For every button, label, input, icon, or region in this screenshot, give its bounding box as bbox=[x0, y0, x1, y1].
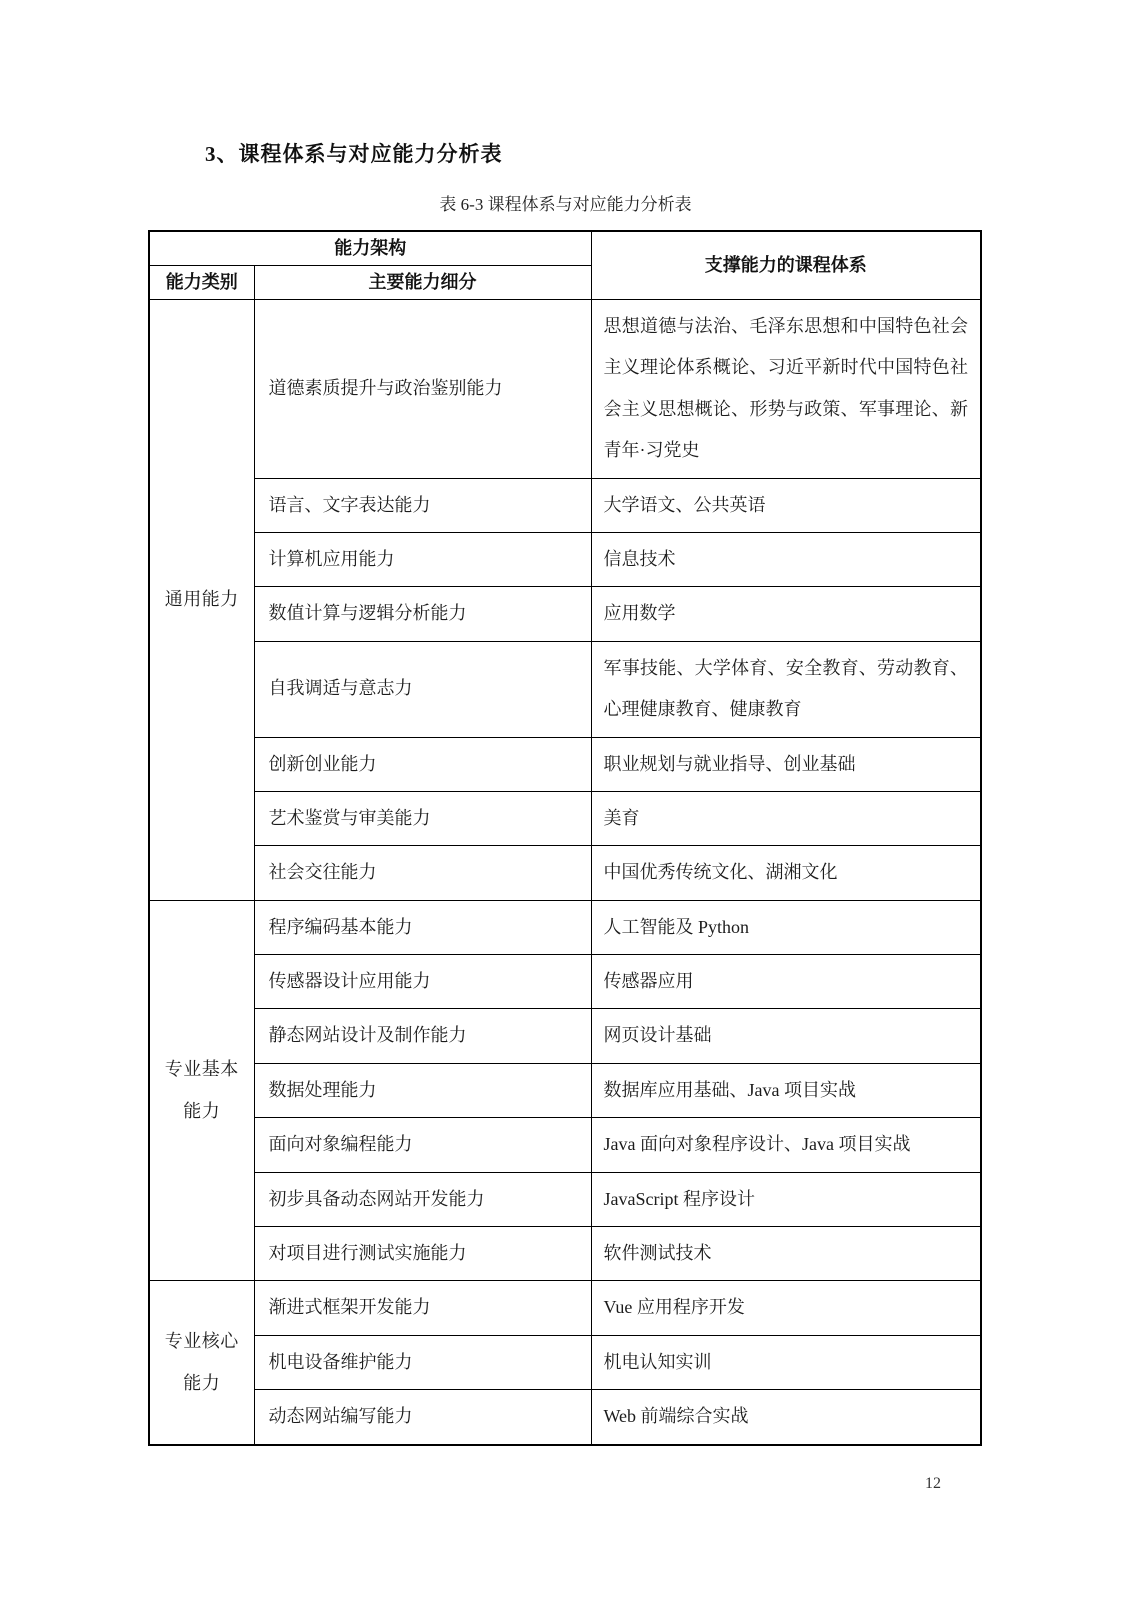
header-ability-category: 能力类别 bbox=[149, 266, 254, 300]
ability-cell: 道德素质提升与政治鉴别能力 bbox=[254, 300, 591, 479]
ability-cell: 程序编码基本能力 bbox=[254, 900, 591, 954]
ability-cell: 自我调适与意志力 bbox=[254, 641, 591, 737]
courses-cell: 思想道德与法治、毛泽东思想和中国特色社会主义理论体系概论、习近平新时代中国特色社会主义思想概论、形势与政策、军事理论、新青年·习党史 bbox=[591, 300, 981, 479]
table-row bbox=[149, 1390, 981, 1445]
header-row-1 bbox=[149, 231, 981, 266]
ability-cell: 社会交往能力 bbox=[254, 846, 591, 900]
ability-cell: 动态网站编写能力 bbox=[254, 1390, 591, 1445]
table-row bbox=[149, 1172, 981, 1226]
table-row bbox=[149, 791, 981, 845]
ability-cell: 机电设备维护能力 bbox=[254, 1335, 591, 1389]
table-row bbox=[149, 532, 981, 586]
courses-cell: 应用数学 bbox=[591, 587, 981, 641]
ability-cell: 数据处理能力 bbox=[254, 1063, 591, 1117]
category-cell: 专业核心能力 bbox=[149, 1281, 254, 1445]
table-row bbox=[149, 1063, 981, 1117]
courses-cell: 职业规划与就业指导、创业基础 bbox=[591, 737, 981, 791]
table-row bbox=[149, 1009, 981, 1063]
ability-cell: 对项目进行测试实施能力 bbox=[254, 1227, 591, 1281]
ability-cell: 语言、文字表达能力 bbox=[254, 478, 591, 532]
table-row bbox=[149, 1281, 981, 1335]
category-cell: 通用能力 bbox=[149, 300, 254, 901]
table-row bbox=[149, 1227, 981, 1281]
section-heading: 3、课程体系与对应能力分析表 bbox=[205, 142, 503, 166]
ability-cell: 静态网站设计及制作能力 bbox=[254, 1009, 591, 1063]
table-row bbox=[149, 478, 981, 532]
courses-cell: 机电认知实训 bbox=[591, 1335, 981, 1389]
table-row bbox=[149, 641, 981, 737]
table-row bbox=[149, 737, 981, 791]
courses-cell: 中国优秀传统文化、湖湘文化 bbox=[591, 846, 981, 900]
table-row bbox=[149, 1118, 981, 1172]
courses-cell: 软件测试技术 bbox=[591, 1227, 981, 1281]
table-caption: 表 6-3 课程体系与对应能力分析表 bbox=[439, 195, 692, 214]
courses-cell: 传感器应用 bbox=[591, 955, 981, 1009]
table-row bbox=[149, 900, 981, 954]
header-ability-framework: 能力架构 bbox=[149, 231, 591, 266]
table-row bbox=[149, 587, 981, 641]
courses-cell: 数据库应用基础、Java 项目实战 bbox=[591, 1063, 981, 1117]
table-row bbox=[149, 300, 981, 479]
table-row bbox=[149, 1335, 981, 1389]
ability-cell: 数值计算与逻辑分析能力 bbox=[254, 587, 591, 641]
courses-cell: JavaScript 程序设计 bbox=[591, 1172, 981, 1226]
courses-cell: Java 面向对象程序设计、Java 项目实战 bbox=[591, 1118, 981, 1172]
courses-cell: 人工智能及 Python bbox=[591, 900, 981, 954]
category-cell: 专业基本能力 bbox=[149, 900, 254, 1281]
header-ability-detail: 主要能力细分 bbox=[254, 266, 591, 300]
ability-cell: 创新创业能力 bbox=[254, 737, 591, 791]
courses-cell: Vue 应用程序开发 bbox=[591, 1281, 981, 1335]
courses-cell: 信息技术 bbox=[591, 532, 981, 586]
ability-cell: 渐进式框架开发能力 bbox=[254, 1281, 591, 1335]
ability-cell: 计算机应用能力 bbox=[254, 532, 591, 586]
ability-cell: 传感器设计应用能力 bbox=[254, 955, 591, 1009]
courses-cell: 美育 bbox=[591, 791, 981, 845]
table-row bbox=[149, 846, 981, 900]
ability-course-table bbox=[148, 230, 982, 1446]
courses-cell: 网页设计基础 bbox=[591, 1009, 981, 1063]
ability-cell: 初步具备动态网站开发能力 bbox=[254, 1172, 591, 1226]
table-row bbox=[149, 955, 981, 1009]
ability-cell: 面向对象编程能力 bbox=[254, 1118, 591, 1172]
header-supporting-courses: 支撑能力的课程体系 bbox=[591, 231, 981, 300]
courses-cell: 大学语文、公共英语 bbox=[591, 478, 981, 532]
courses-cell: 军事技能、大学体育、安全教育、劳动教育、心理健康教育、健康教育 bbox=[591, 641, 981, 737]
page-number: 12 bbox=[925, 1475, 941, 1492]
ability-cell: 艺术鉴赏与审美能力 bbox=[254, 791, 591, 845]
courses-cell: Web 前端综合实战 bbox=[591, 1390, 981, 1445]
